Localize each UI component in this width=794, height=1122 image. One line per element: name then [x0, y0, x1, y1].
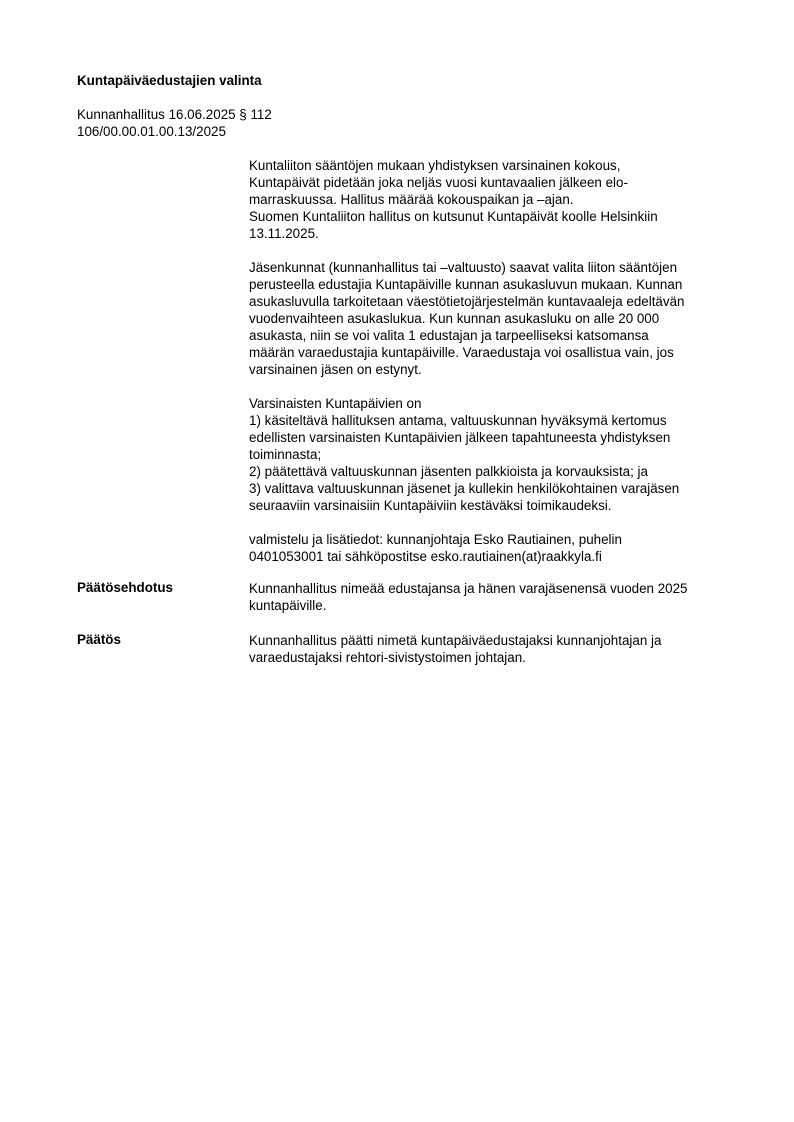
meeting-meta — [77, 106, 272, 140]
text-line: varaedustajaksi rehtori-sivistystoimen johtajan. — [249, 650, 526, 665]
text-line: perusteella edustajia Kuntapäiville kunnan asukasluvun mukaan. Kunnan — [249, 277, 683, 292]
text-line: 0401053001 tai sähköpostitse esko.rautiainen(at)raakkyla.fi — [249, 549, 602, 564]
text-line: asukasluvulla tarkoitetaan väestötietojärjestelmän kuntavaaleja edeltävän — [249, 294, 685, 309]
proposal-text — [249, 580, 749, 614]
text-line: Varsinaisten Kuntapäivien on — [249, 396, 422, 411]
intro-paragraph-3 — [249, 395, 739, 514]
text-line: marraskuussa. Hallitus määrää kokouspaikan ja –ajan. — [249, 192, 574, 207]
record-number: 106/00.00.01.00.13/2025 — [77, 124, 226, 139]
text-line: toiminnasta; — [249, 447, 322, 462]
text-line: 2) päätettävä valtuuskunnan jäsenten palkkioista ja korvauksista; ja — [249, 464, 648, 479]
intro-paragraph-2 — [249, 259, 739, 378]
text-line: asukasta, niin se voi valita 1 edustajan ja tarpeelliseksi katsomansa — [249, 328, 649, 343]
meeting-reference: Kunnanhallitus 16.06.2025 § 112 — [77, 107, 272, 122]
text-line: 3) valittava valtuuskunnan jäsenet ja kullekin henkilökohtainen varajäsen — [249, 481, 680, 496]
proposal-label: Päätösehdotus — [77, 580, 173, 595]
text-line: seuraaviin varsinaisiin Kuntapäiviin kestäväksi toimikaudeksi. — [249, 498, 612, 513]
text-line: kuntapäiville. — [249, 598, 327, 613]
preparation-text — [249, 157, 739, 582]
text-line: vuodenvaihteen asukaslukua. Kun kunnan asukasluku on alle 20 000 — [249, 311, 660, 326]
text-line: Jäsenkunnat (kunnanhallitus tai –valtuusto) saavat valita liiton sääntöjen — [249, 260, 678, 275]
text-line: 13.11.2025. — [249, 226, 319, 241]
decision-text — [249, 632, 749, 666]
text-line: Kunnanhallitus päätti nimetä kuntapäiväedustajaksi kunnanjohtajan ja — [249, 633, 662, 648]
decision-label: Päätös — [77, 632, 121, 647]
text-line: määrän varaedustajia kuntapäiville. Varaedustaja voi osallistua vain, jos — [249, 345, 674, 360]
text-line: Kunnanhallitus nimeää edustajansa ja hänen varajäsenensä vuoden 2025 — [249, 581, 688, 596]
contact-paragraph — [249, 531, 739, 565]
text-line: Suomen Kuntaliiton hallitus on kutsunut Kuntapäivät koolle Helsinkiin — [249, 209, 658, 224]
text-line: 1) käsiteltävä hallituksen antama, valtuuskunnan hyväksymä kertomus — [249, 413, 667, 428]
text-line: edellisten varsinaisten Kuntapäivien jälkeen tapahtuneesta yhdistyksen — [249, 430, 671, 445]
text-line: varsinainen jäsen on estynyt. — [249, 362, 422, 377]
text-line: Kuntapäivät pidetään joka neljäs vuosi kuntavaalien jälkeen elo- — [249, 175, 628, 190]
text-line: Kuntaliiton sääntöjen mukaan yhdistyksen varsinainen kokous, — [249, 158, 621, 173]
text-line: valmistelu ja lisätiedot: kunnanjohtaja Esko Rautiainen, puhelin — [249, 532, 622, 547]
document-title: Kuntapäiväedustajien valinta — [77, 73, 262, 88]
intro-paragraph-1 — [249, 157, 739, 242]
